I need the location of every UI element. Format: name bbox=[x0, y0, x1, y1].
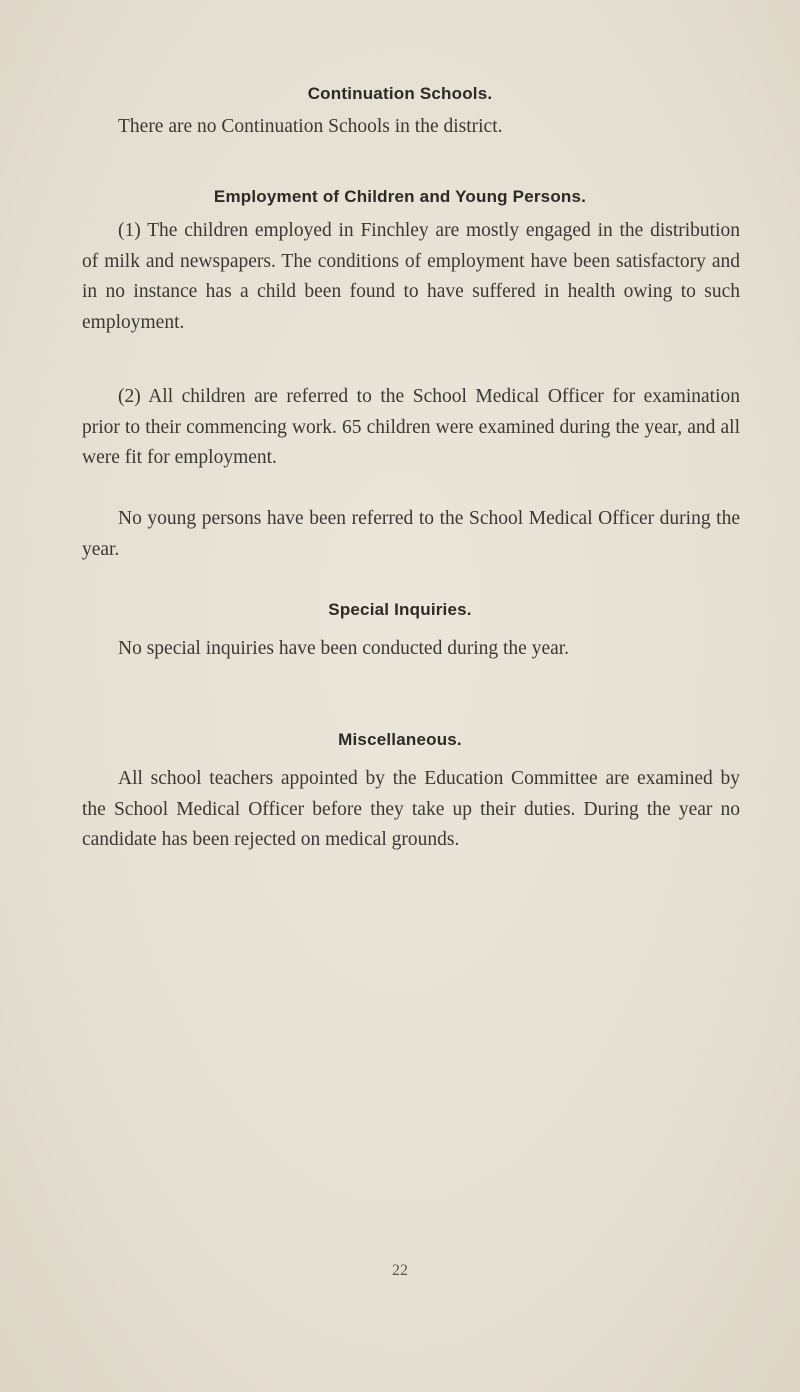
page-number: 22 bbox=[392, 1262, 408, 1279]
paragraph-continuation-schools: There are no Continuation Schools in the district. bbox=[118, 116, 503, 137]
paragraph-employment-1: (1) The children employed in Finchley are mostly engaged in the distribution of milk and newspapers. The conditions of employment have been satisfactory and in no instance has a child been found to have suffered in health owing to such employment. bbox=[82, 220, 740, 333]
paragraph-special-inquiries: No special inquiries have been conducted during the year. bbox=[118, 638, 570, 659]
heading-miscellaneous: Miscellaneous. bbox=[338, 730, 462, 749]
heading-employment: Employment of Children and Young Persons. bbox=[213, 187, 587, 206]
paragraph-employment-2: (2) All children are referred to the School Medical Officer for examination prior to their commencing work. 65 children were examined during the year, and all were fit for employment. bbox=[82, 386, 740, 468]
heading-special-inquiries: Special Inquiries. bbox=[328, 600, 472, 619]
paragraph-miscellaneous: All school teachers appointed by the Education Committee are examined by the School Medical Officer before they take up their duties. During the year no candidate has been rejected on medical grounds. bbox=[82, 768, 740, 850]
paragraph-employment-3: No young persons have been referred to the School Medical Officer during the year. bbox=[82, 508, 740, 560]
heading-continuation-schools: Continuation Schools. bbox=[307, 84, 493, 103]
